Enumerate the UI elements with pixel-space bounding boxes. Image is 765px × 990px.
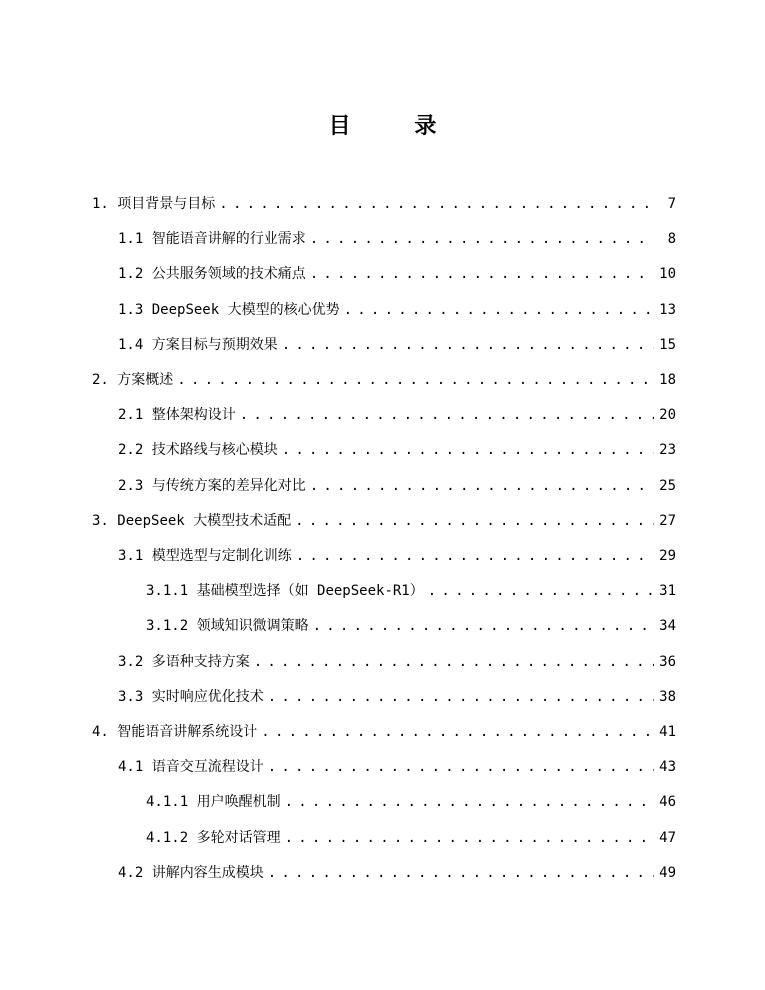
toc-entry-label <box>118 331 282 359</box>
toc-dot-leader <box>240 401 654 429</box>
toc-page-number: 27 <box>659 512 676 529</box>
toc-page-number: 36 <box>659 653 676 670</box>
toc-entry-text: 语音交互流程设计 <box>151 759 264 776</box>
toc-entry-text: 讲解内容生成模块 <box>151 864 264 881</box>
toc-entry[interactable] <box>92 507 676 535</box>
toc-entry-number: 1.1 <box>118 231 144 248</box>
toc-entry-number: 1.3 <box>118 301 144 318</box>
toc-entry-text: 整体架构设计 <box>151 407 236 424</box>
toc-title: 目 录 <box>328 114 465 139</box>
toc-entry-label <box>118 225 310 253</box>
toc-entry-number: 1.4 <box>118 336 144 353</box>
toc-dot-leader <box>268 753 654 781</box>
toc-page-number: 46 <box>659 794 676 811</box>
toc-entry-number: 1. <box>92 196 109 212</box>
toc-entry[interactable] <box>146 788 676 816</box>
toc-entry-text: 方案目标与预期效果 <box>151 336 278 353</box>
toc-page-number: 31 <box>659 583 676 600</box>
toc-entry-number: 3.1.1 <box>146 583 189 600</box>
toc-entry-text: 技术路线与核心模块 <box>151 442 278 459</box>
toc-dot-leader <box>428 577 654 605</box>
toc-entry-label <box>146 788 285 816</box>
toc-entry[interactable] <box>118 401 676 429</box>
toc-dot-leader <box>285 824 654 852</box>
toc-page-number: 41 <box>659 724 676 740</box>
toc-page-number: 34 <box>659 618 676 635</box>
toc-entry-number: 3. <box>92 512 109 529</box>
toc-dot-leader <box>282 436 654 464</box>
toc-entry[interactable] <box>118 331 676 359</box>
toc-entry-text: 公共服务领域的技术痛点 <box>151 266 306 283</box>
toc-entry-text: 模型选型与定制化训练 <box>151 548 292 564</box>
toc-entry-text: 项目背景与目标 <box>117 196 216 212</box>
toc-entry-label <box>92 718 261 746</box>
toc-entry-text: 智能语音讲解系统设计 <box>117 724 258 740</box>
toc-dot-leader <box>296 542 654 570</box>
toc-entry-label <box>118 542 296 570</box>
toc-entry[interactable] <box>146 824 676 852</box>
toc-entry-text: DeepSeek 大模型的核心优势 <box>151 301 340 318</box>
toc-page-number: 20 <box>659 407 676 424</box>
toc-entry-number: 3.2 <box>118 653 144 670</box>
toc-entry-label <box>146 824 285 852</box>
toc-page-number: 18 <box>659 372 676 388</box>
toc-dot-leader <box>310 260 654 288</box>
toc-entry-number: 2.2 <box>118 442 144 459</box>
toc-entry[interactable] <box>146 612 676 640</box>
toc-entry[interactable] <box>118 260 676 288</box>
toc-entry-text: 多轮对话管理 <box>196 829 281 846</box>
toc-entry-text: 与传统方案的差异化对比 <box>151 477 306 494</box>
toc-dot-leader <box>310 225 654 253</box>
toc-entry-text: 实时响应优化技术 <box>151 688 264 705</box>
toc-dot-leader <box>261 718 654 746</box>
toc-entry[interactable] <box>118 859 676 887</box>
toc-entry-number: 2.1 <box>118 407 144 424</box>
toc-entry-label <box>118 401 240 429</box>
toc-entry-text: 方案概述 <box>117 372 174 388</box>
toc-entry-number: 2.3 <box>118 477 144 494</box>
toc-entry[interactable] <box>118 683 676 711</box>
toc-page-number: 29 <box>659 548 676 564</box>
toc-entry-number: 4.2 <box>118 864 144 881</box>
toc-entry-text: DeepSeek 大模型技术适配 <box>117 512 292 529</box>
toc-entry[interactable] <box>92 366 676 394</box>
toc-dot-leader <box>282 331 654 359</box>
toc-entry[interactable] <box>146 577 676 605</box>
toc-entry-number: 4.1.2 <box>146 829 189 846</box>
toc-entry-text: 智能语音讲解的行业需求 <box>151 231 306 248</box>
toc-entry-label <box>118 296 344 324</box>
toc-entry-number: 4.1 <box>118 759 144 776</box>
toc-dot-leader <box>177 366 654 394</box>
toc-entry-label <box>118 859 268 887</box>
toc-entry[interactable] <box>92 190 676 218</box>
toc-page-number: 13 <box>659 301 676 318</box>
toc-page-number: 15 <box>659 336 676 353</box>
toc-dot-leader <box>268 859 654 887</box>
toc-dot-leader <box>285 788 654 816</box>
toc-entry-label <box>92 190 219 218</box>
toc-entry[interactable] <box>118 753 676 781</box>
toc-entry[interactable] <box>118 225 676 253</box>
toc-entry-label <box>118 260 310 288</box>
toc-page-number: 38 <box>659 688 676 705</box>
toc-entry-text: 基础模型选择（如 DeepSeek-R1） <box>196 583 424 600</box>
toc-page-number: 23 <box>659 442 676 459</box>
toc-page-number: 10 <box>659 266 676 283</box>
toc-entry-number: 4.1.1 <box>146 794 189 811</box>
toc-entry-label <box>146 612 313 640</box>
toc-entry-number: 4. <box>92 724 109 740</box>
toc-entry-text: 多语种支持方案 <box>151 653 250 670</box>
toc-entry-label <box>118 436 282 464</box>
toc-dot-leader <box>295 507 654 535</box>
toc-entry-number: 3.3 <box>118 688 144 705</box>
toc-page-number: 7 <box>667 196 676 212</box>
toc-page-number: 47 <box>659 829 676 846</box>
toc-entry-number: 3.1 <box>118 548 144 564</box>
toc-entry-text: 领域知识微调策略 <box>196 618 309 635</box>
toc-entry-label <box>118 753 268 781</box>
toc-entry[interactable] <box>118 542 676 570</box>
toc-entry-number: 3.1.2 <box>146 618 189 635</box>
toc-dot-leader <box>268 683 654 711</box>
toc-entry-label <box>92 507 295 535</box>
toc-entry[interactable] <box>92 718 676 746</box>
toc-dot-leader <box>219 190 654 218</box>
toc-page-number: 8 <box>667 231 676 248</box>
toc-entry[interactable] <box>118 648 676 676</box>
toc-page-number: 49 <box>659 864 676 881</box>
toc-dot-leader <box>313 612 654 640</box>
toc-page-number: 25 <box>659 477 676 494</box>
toc-entry-label <box>118 648 254 676</box>
toc-entry-label <box>146 577 428 605</box>
toc-entry-label <box>118 683 268 711</box>
toc-entry[interactable] <box>118 296 676 324</box>
toc-entry[interactable] <box>118 472 676 500</box>
toc-dot-leader <box>310 472 654 500</box>
toc-entry-text: 用户唤醒机制 <box>196 794 281 811</box>
toc-dot-leader <box>254 648 654 676</box>
toc-entry-label <box>92 366 177 394</box>
toc-entry[interactable] <box>118 436 676 464</box>
toc-entry-number: 2. <box>92 372 109 388</box>
toc-dot-leader <box>344 296 654 324</box>
toc-entry-number: 1.2 <box>118 266 144 283</box>
toc-page-number: 43 <box>659 759 676 776</box>
toc-entry-label <box>118 472 310 500</box>
